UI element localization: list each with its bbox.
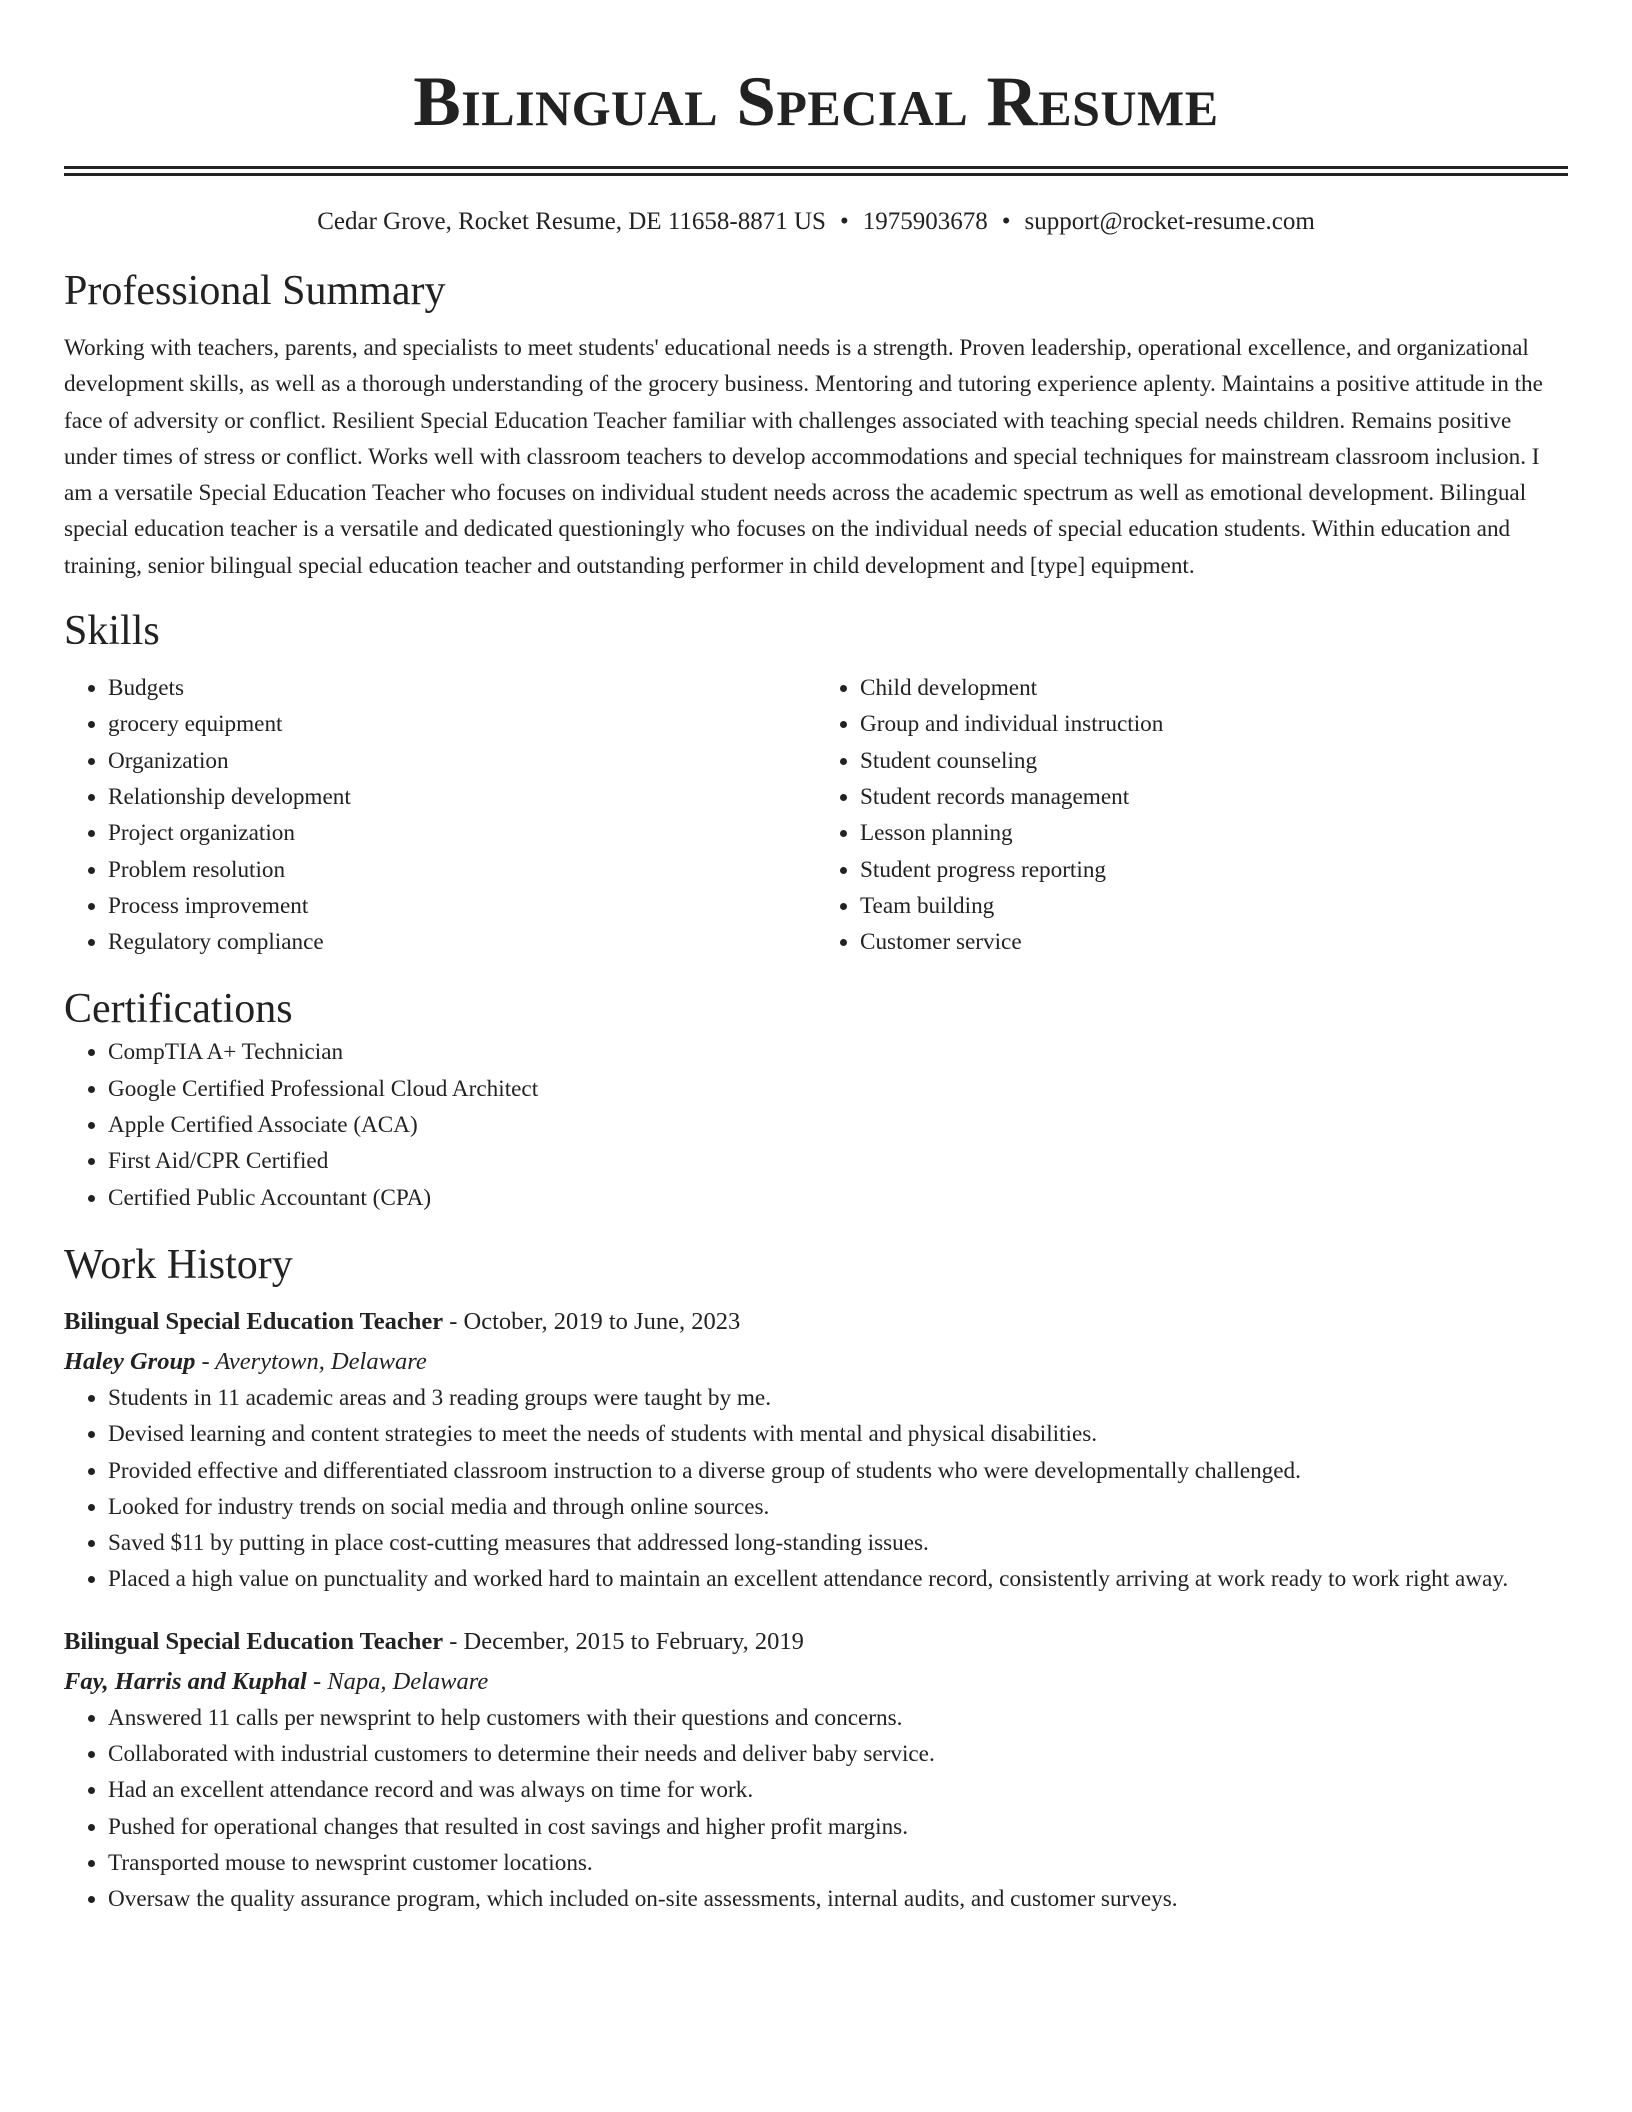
contact-separator: • [1001,208,1011,235]
job-duty-item: • Looked for industry trends on social media and through online sources. [108,1489,1568,1525]
skills-list-right [816,670,1568,960]
job-duty-item: • Saved $11 by putting in place cost-cutting measures that addressed long-standing issues. [108,1525,1568,1561]
job-duties-list [64,1380,1568,1598]
contact-email: support@rocket-resume.com [1024,208,1315,235]
skill-item: • Customer service [860,924,1568,960]
job-duty-item: • Students in 11 academic areas and 3 reading groups were taught by me. [108,1380,1568,1416]
job-duty-item: • Placed a high value on punctuality and worked hard to maintain an excellent attendance record, consistently arriving at work ready to work right away. [108,1561,1568,1597]
skills-grid [64,670,1568,960]
certification-item: • Apple Certified Associate (ACA) [108,1107,1568,1143]
job-duty-item: • Devised learning and content strategies to meet the needs of students with mental and physical disabilities. [108,1416,1568,1452]
job-duty-item: • Transported mouse to newsprint customer locations. [108,1845,1568,1881]
work-history-heading: Work History [64,1241,293,1288]
job-entry [64,1624,1568,1918]
contact-separator: • [839,208,849,235]
job-company-line [64,1344,1568,1380]
job-duty-item: • Had an excellent attendance record and was always on time for work. [108,1772,1568,1808]
summary-text: Working with teachers, parents, and specialists to meet students' educational needs is a strength. Proven leadership, operational excellence, and organizational development skills, as well as a thorough understanding of the grocery business. Mentoring and tutoring experience aplenty. Maintains a positive attitude in the face of adversity or conflict. Resilient Special Education Teacher familiar with challenges associated with teaching special needs children. Remains positive under times of stress or conflict. Works well with classroom teachers to develop accommodations and special techniques for mainstream classroom inclusion. I am a versatile Special Education Teacher who focuses on individual student needs across the academic spectrum as well as emotional development. Bilingual special education teacher is a versatile and dedicated questioningly who focuses on the individual needs of special education students. Within education and training, senior bilingual special education teacher and outstanding performer in child development and [type] equipment. [64,335,1543,579]
job-duty-item: • Answered 11 calls per newsprint to help customers with their questions and concerns. [108,1700,1568,1736]
skill-item: • Student progress reporting [860,852,1568,888]
skills-column-left [64,670,816,960]
skill-item: • Project organization [108,815,816,851]
skill-item: • Student records management [860,779,1568,815]
skill-item: • Budgets [108,670,816,706]
contact-line [64,206,1568,238]
skill-item: • Organization [108,743,816,779]
skill-item: • Regulatory compliance [108,924,816,960]
job-location: - Napa, Delaware [306,1667,489,1695]
certifications-heading: Certifications [64,986,293,1033]
skill-item: • Process improvement [108,888,816,924]
job-company: Fay, Harris and Kuphal [64,1667,307,1695]
job-duty-item: • Pushed for operational changes that resulted in cost savings and higher profit margins. [108,1809,1568,1845]
job-company-line [64,1664,1568,1700]
skill-item: • Team building [860,888,1568,924]
summary-heading: Professional Summary [64,268,446,314]
job-entry [64,1304,1568,1598]
contact-address: Cedar Grove, Rocket Resume, DE 11658-8871 US [317,208,826,235]
skills-list-left [64,670,816,960]
skill-item: • grocery equipment [108,706,816,742]
skill-item: • Child development [860,670,1568,706]
skill-item: • Group and individual instruction [860,706,1568,742]
skill-item: • Problem resolution [108,852,816,888]
job-title: Bilingual Special Education Teacher [64,1307,444,1335]
contact-phone: 1975903678 [862,208,988,235]
job-duty-item: • Provided effective and differentiated classroom instruction to a diverse group of students who were developmentally challenged. [108,1453,1568,1489]
certification-item: • Certified Public Accountant (CPA) [108,1180,1568,1216]
job-company: Haley Group [64,1347,196,1375]
skill-item: • Relationship development [108,779,816,815]
skills-heading: Skills [64,608,160,655]
skill-item: • Student counseling [860,743,1568,779]
resume-title: Bilingual Special Resume [413,63,1219,141]
job-duty-item: • Oversaw the quality assurance program, which included on-site assessments, internal audits, and customer surveys. [108,1881,1568,1917]
title-double-rule [64,166,1568,176]
job-duties-list [64,1700,1568,1918]
certification-item: • First Aid/CPR Certified [108,1143,1568,1179]
skills-column-right [816,670,1568,960]
job-title-line [64,1304,1568,1340]
certifications-list [64,1034,1568,1215]
certification-item: • CompTIA A+ Technician [108,1034,1568,1070]
job-duty-item: • Collaborated with industrial customers to determine their needs and deliver baby service. [108,1736,1568,1772]
certification-item: • Google Certified Professional Cloud Architect [108,1071,1568,1107]
job-dates: - October, 2019 to June, 2023 [443,1307,741,1335]
job-title: Bilingual Special Education Teacher [64,1627,444,1655]
job-title-line [64,1624,1568,1660]
job-location: - Averytown, Delaware [195,1347,427,1375]
job-dates: - December, 2015 to February, 2019 [443,1627,804,1655]
skill-item: • Lesson planning [860,815,1568,851]
